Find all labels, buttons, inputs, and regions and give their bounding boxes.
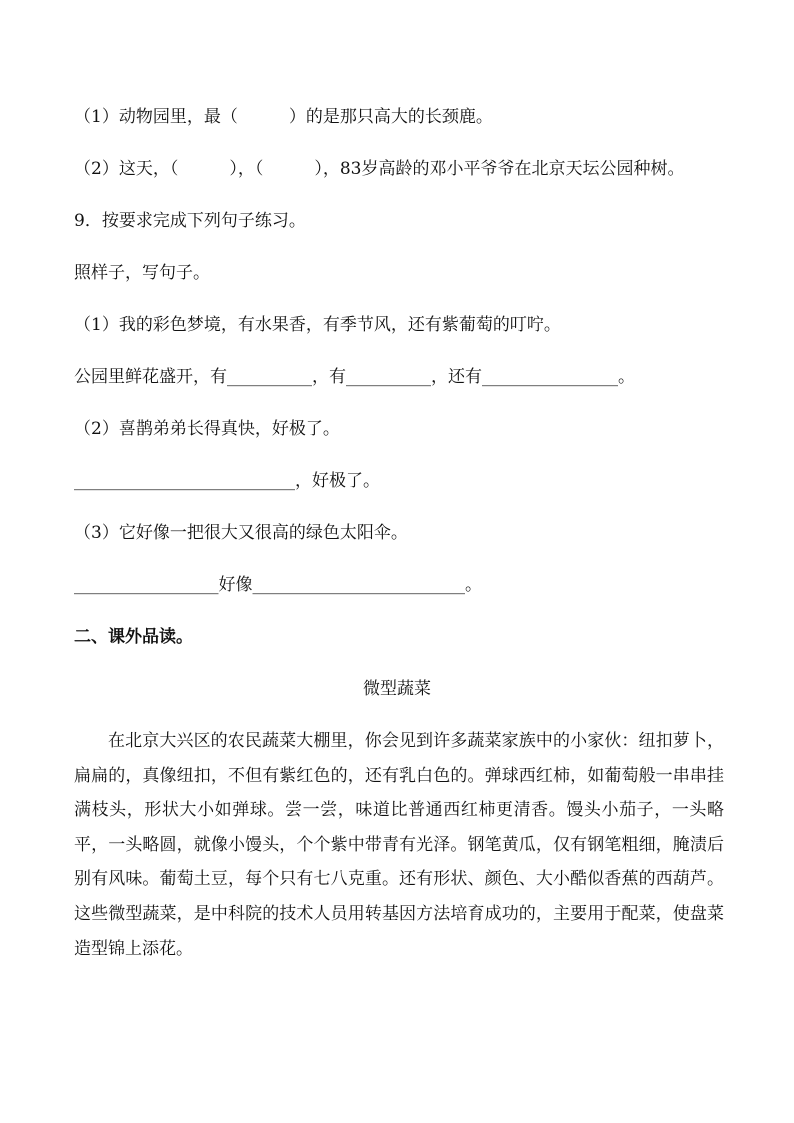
write-sentence-1: 公园里鲜花盛开，有__________，有__________，还有________________。 <box>74 367 635 387</box>
section-2-heading: 二、课外品读。 <box>74 627 193 647</box>
fill-blank-item-2: （2）这天，（ ），（ ），83岁高龄的邓小平爷爷在北京天坛公园种树。 <box>74 159 685 179</box>
fill-blank-item-1: （1）动物园里，最（ ）的是那只高大的长颈鹿。 <box>74 107 493 127</box>
example-sentence-2: （2）喜鹊弟弟长得真快，好极了。 <box>74 419 340 439</box>
article-title: 微型蔬菜 <box>363 679 431 699</box>
instruction-text: 照样子，写句子。 <box>74 263 210 283</box>
question-9-heading: 9．按要求完成下列句子练习。 <box>74 211 306 231</box>
write-sentence-3: _________________好像_________________________。 <box>74 575 482 595</box>
write-sentence-2: __________________________，好极了。 <box>74 471 380 491</box>
article-body: 在北京大兴区的农民蔬菜大棚里，你会见到许多蔬菜家族中的小家伙：纽扣萝卜，扁扁的，真像纽扣，不但有紫红色的，还有乳白色的。弹球西红柿，如葡萄般一串串挂满枝头，形状大小如弹球。尝一尝，味道比普通西红柿更清香。馒头小茄子，一头略平，一头略圆，就像小馒头，个个紫中带青有光泽。钢笔黄瓜，仅有钢笔粗细，腌渍后别有风味。葡萄土豆，每个只有七八克重。还有形状、颜色、大小酷似香蕉的西葫芦。这些微型蔬菜，是中科院的技术人员用转基因方法培育成功的，主要用于配菜，使盘菜造型锦上添花。 <box>74 731 724 959</box>
example-sentence-1: （1）我的彩色梦境，有水果香，有季节风，还有紫葡萄的叮咛。 <box>74 315 561 335</box>
example-sentence-3: （3）它好像一把很大又很高的绿色太阳伞。 <box>74 523 408 543</box>
